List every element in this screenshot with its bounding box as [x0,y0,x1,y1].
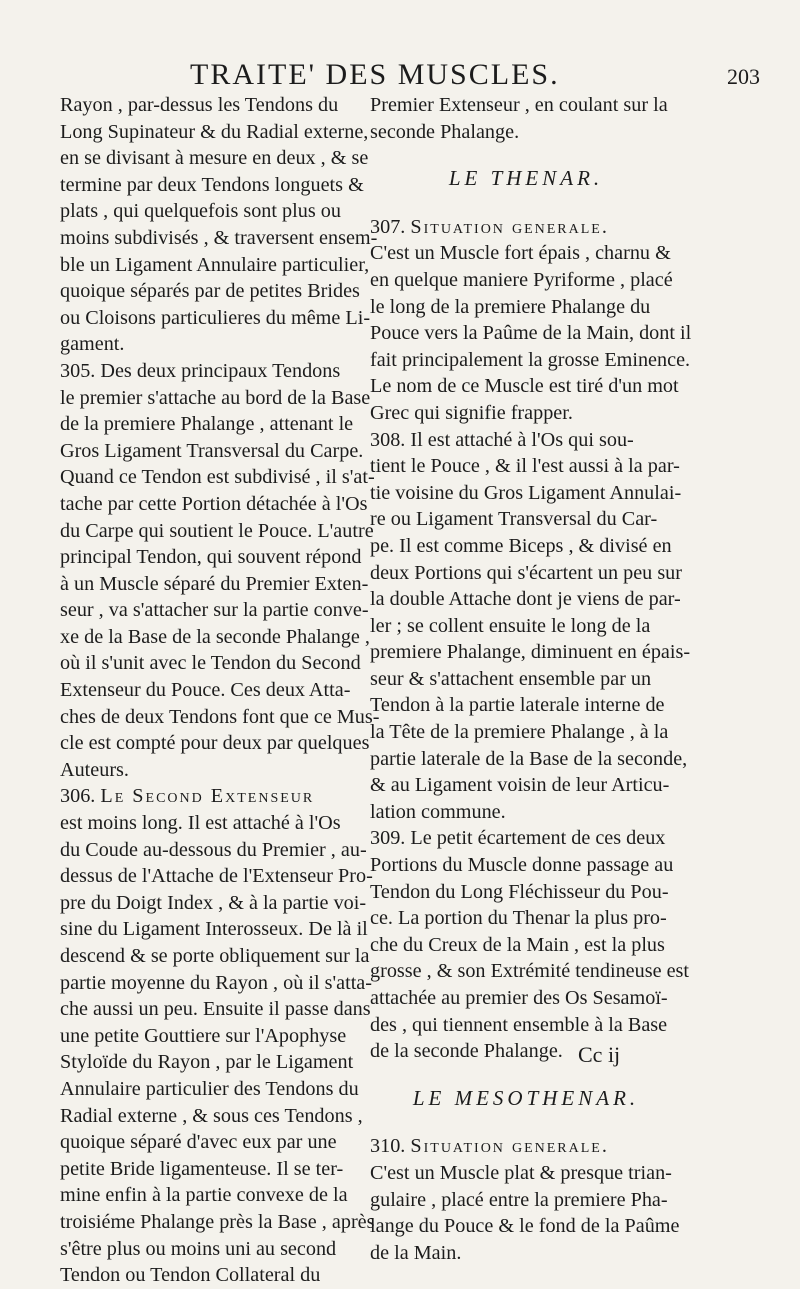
signature-mark: Cc ij [578,1042,621,1067]
text-line: tie voisine du Gros Ligament Annulai- [370,481,682,504]
text-line: à un Muscle séparé du Premier Exten- [60,572,369,595]
paragraph-number: 310. [370,1135,411,1158]
text-line: attachée au premier des Os Sesamoï- [370,987,668,1009]
text-line: ce. La portion du Thenar la plus pro- [370,907,667,930]
text-line: Le nom de ce Muscle est tiré d'un mot [370,375,679,398]
text-line: en se divisant à mesure en deux , & se [60,147,369,170]
text-line: grosse , & son Extrémité tendineuse est [370,960,690,983]
text-line: des , qui tiennent ensemble à la Base [370,1013,668,1036]
text-line: lange du Pouce & le fond de la Paûme [370,1215,680,1238]
text-line: mine enfin à la partie convexe de la [60,1184,348,1207]
lead-caps: Situation generale. [410,215,609,238]
text-line: s'être plus ou moins uni au second [60,1237,337,1260]
text-line: le premier s'attache au bord de la Base [60,386,371,409]
text-line: partie moyenne du Rayon , où il s'atta- [60,971,372,994]
text-line: pe. Il est comme Biceps , & divisé en [370,534,672,557]
paragraph-310 [370,1133,682,1266]
text-line: tient le Pouce , & il l'est aussi à la par- [370,455,680,478]
paragraph-number: 307. [370,215,411,238]
text-line: moins subdivisés , & traversent ensem- [60,226,378,249]
text-line: en quelque maniere Pyriforme , placé [370,268,673,291]
text-line: de la seconde Phalange. [370,1040,563,1063]
text-line: Grec qui signifie frapper. [370,401,573,424]
paragraph-number: 306. [60,785,101,808]
text-line: ches de deux Tendons font que ce Mus- [60,705,380,728]
text-line: C'est un Muscle fort épais , charnu & [370,242,671,265]
text-line: lation commune. [370,800,506,823]
paragraph-lead [60,783,360,810]
text-line: où il s'unit avec le Tendon du Second [60,652,361,675]
text-line: Styloïde du Rayon , par le Ligament [60,1051,354,1074]
text-line: la double Attache dont je viens de par- [370,588,681,611]
text-line: 308. Il est attaché à l'Os qui sou- [370,428,634,451]
text-line: premiere Phalange, diminuent en épais- [370,641,691,664]
text-line: C'est un Muscle plat & presque trian- [370,1161,672,1184]
text-line: Annulaire particulier des Tendons du [60,1077,359,1100]
paragraph-intro [60,92,378,358]
text-line: la Tête de la premiere Phalange , à la [370,721,669,744]
text-line: termine par deux Tendons longuets & [60,173,364,196]
text-line: est moins long. Il est attaché à l'Os [60,812,341,835]
text-line: principal Tendon, qui souvent répond [60,546,362,569]
paragraph-307 [370,214,692,427]
text-line: Gros Ligament Transversal du Carpe. [60,439,364,462]
text-line: petite Bride ligamenteuse. Il se ter- [60,1157,344,1180]
text-line: de la premiere Phalange , attenant le [60,413,354,436]
paragraph-lead [370,214,682,241]
text-line: du Coude au-dessous du Premier , au- [60,838,367,861]
text-line: Extenseur du Pouce. Ces deux Atta- [60,679,351,702]
text-line: & au Ligament voisin de leur Articu- [370,774,670,797]
text-line: plats , qui quelquefois sont plus ou [60,200,341,223]
text-line: Quand ce Tendon est subdivisé , il s'at- [60,466,375,489]
text-line: gulaire , placé entre la premiere Pha- [370,1188,668,1211]
text-line: descend & se porte obliquement sur la [60,945,370,967]
text-line: cle est compté pour deux par quelques [60,732,370,755]
text-line: sine du Ligament Interosseux. De là il [60,918,368,941]
text-line: Tendon du Long Fléchisseur du Pou- [370,880,669,903]
text-line: Rayon , par-dessus les Tendons du [60,94,339,116]
text-line: seur , va s'attacher sur la partie conve- [60,599,369,622]
lead-caps: Situation generale. [410,1135,609,1158]
text-line: quoique séparés par de petites Brides [60,280,360,303]
text-line: dessus de l'Attache de l'Extenseur Pro- [60,865,373,888]
paragraph-continued [370,92,682,145]
text-line: partie laterale de la Base de la seconde, [370,747,688,770]
text-line: gament. [60,333,125,356]
running-title: TRAITE' DES MUSCLES. [190,58,560,91]
text-line: che du Creux de la Main , est la plus [370,933,665,956]
text-line: 305. Des deux principaux Tendons [60,359,341,382]
text-line: de la Main. [370,1241,462,1264]
paragraph-308 [370,427,691,826]
lead-caps: Le Second Extenseur [100,785,315,808]
section-heading-thenar: LE THENAR. [448,166,604,191]
paragraph-305 [60,358,380,784]
text-line: Radial externe , & sous ces Tendons , [60,1104,363,1127]
paragraph-309 [370,825,690,1064]
text-line: Premier Extenseur , en coulant sur la [370,94,668,116]
text-line: ou Cloisons particulieres du même Li- [60,306,371,329]
text-line: Tendon ou Tendon Collateral du [60,1264,321,1287]
text-line: pre du Doigt Index , & à la partie voi- [60,891,367,914]
paragraph-lead [370,1133,682,1160]
paragraph-306 [60,783,375,1288]
text-line: fait principalement la grosse Eminence. [370,348,691,371]
text-line: ble un Ligament Annulaire particulier, [60,253,370,276]
text-line: deux Portions qui s'écartent un peu sur [370,561,682,584]
text-line: une petite Gouttiere sur l'Apophyse [60,1024,347,1047]
text-line: seconde Phalange. [370,120,520,143]
text-line: Auteurs. [60,758,129,781]
text-line: 309. Le petit écartement de ces deux [370,827,666,850]
text-line: xe de la Base de la seconde Phalange , [60,625,370,648]
text-line: du Carpe qui soutient le Pouce. L'autre [60,519,374,542]
text-line: troisiéme Phalange près la Base , après [60,1210,375,1233]
text-line: Long Supinateur & du Radial externe, [60,120,369,143]
page-number: 203 [727,64,760,89]
text-line: tache par cette Portion détachée à l'Os [60,492,368,515]
text-line: che aussi un peu. Ensuite il passe dans [60,998,371,1021]
left-column [60,92,380,1289]
text-line: quoique séparé d'avec eux par une [60,1131,337,1154]
text-line: ler ; se collent ensuite le long de la [370,614,651,637]
text-line: seur & s'attachent ensemble par un [370,667,652,690]
section-heading-mesothenar: LE MESOTHENAR. [412,1085,640,1110]
text-line: Pouce vers la Paûme de la Main, dont il [370,322,692,345]
right-column [370,92,692,1266]
text-line: le long de la premiere Phalange du [370,295,651,318]
text-line: Portions du Muscle donne passage au [370,854,674,877]
text-line: Tendon à la partie laterale interne de [370,694,665,717]
text-line: re ou Ligament Transversal du Car- [370,508,658,531]
